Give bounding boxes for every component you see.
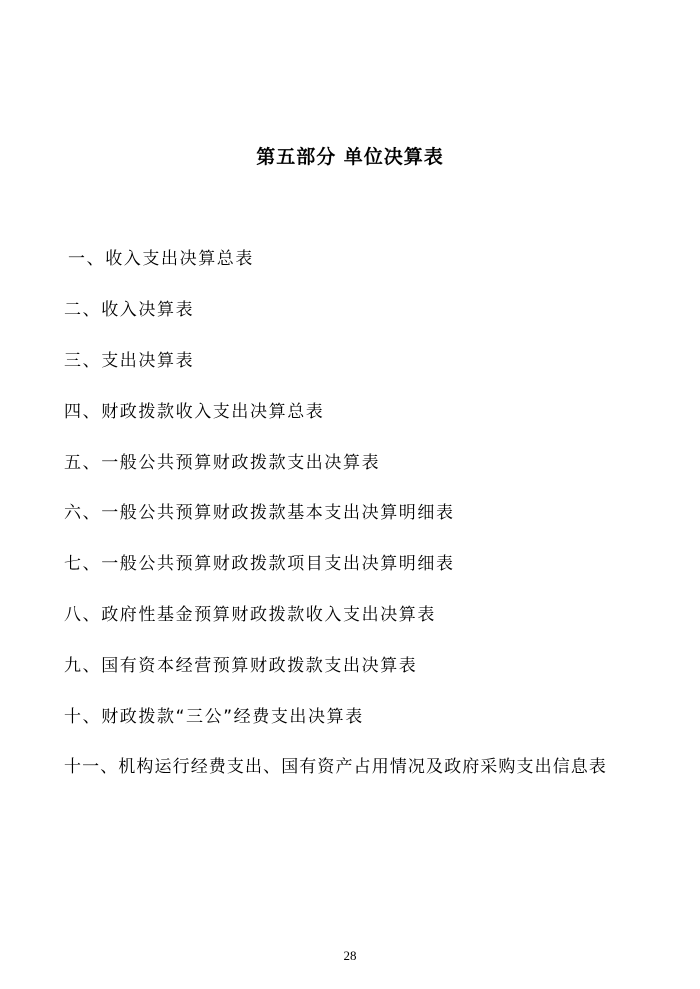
- toc-item: 十、财政拨款“三公”经费支出决算表: [64, 707, 364, 727]
- page-number: 28: [343, 948, 357, 963]
- toc-item: 一、收入支出决算总表: [68, 249, 254, 269]
- toc-item: 八、政府性基金预算财政拨款收入支出决算表: [64, 605, 436, 625]
- toc-item: 四、财政拨款收入支出决算总表: [64, 402, 325, 422]
- page-title: 第五部分 单位决算表: [256, 146, 444, 168]
- toc-item: 九、国有资本经营预算财政拨款支出决算表: [64, 656, 418, 676]
- toc-item: 六、一般公共预算财政拨款基本支出决算明细表: [64, 503, 455, 523]
- toc-item: 十一、机构运行经费支出、国有资产占用情况及政府采购支出信息表: [64, 757, 607, 777]
- toc-item: 二、收入决算表: [64, 300, 195, 320]
- toc-item: 三、支出决算表: [64, 351, 195, 371]
- toc-item: 五、一般公共预算财政拨款支出决算表: [64, 453, 381, 473]
- toc-item: 七、一般公共预算财政拨款项目支出决算明细表: [64, 554, 455, 574]
